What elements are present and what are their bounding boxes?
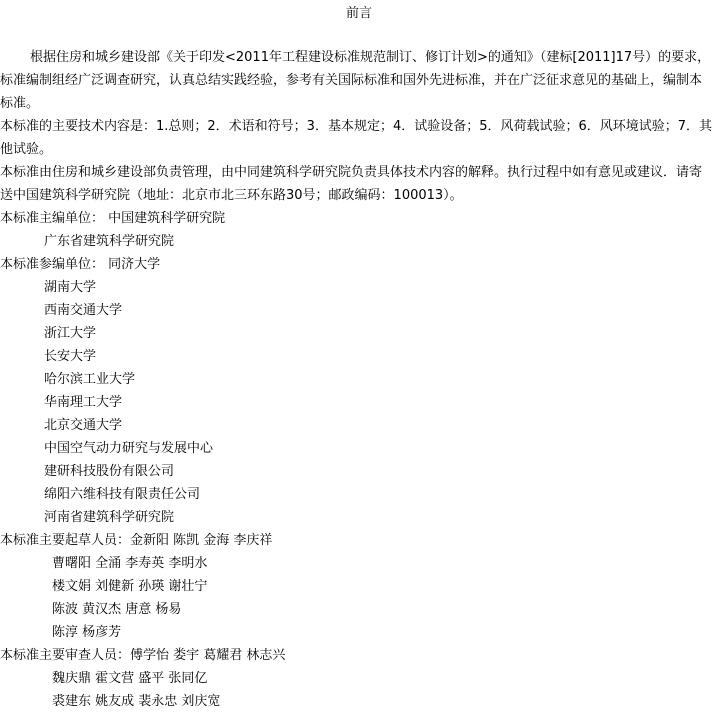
participating-unit: 华南理工大学 (44, 395, 123, 410)
participating-unit: 长安大学 (44, 349, 97, 364)
reviewers-row: 裘建东 姚友成 裴永忠 刘庆宽 (52, 694, 221, 709)
participating-units-line: 本标准参编单位： 同济大学 (0, 257, 161, 272)
intro-paragraph: 根据住房和城乡建设部《关于印发<2011年工程建设标准规范制订、修订计划>的通知》（建标[2011]17号）的要求，标准编制组经广泛调查研究，认真总结实践经验，参考有关国际标准和国外先进标准，并在广泛征求意见的基础上，编制本标准。 (0, 50, 711, 111)
reviewers-row: 魏庆鼎 霍文营 盛平 张同亿 (52, 671, 208, 686)
participating-unit: 湖南大学 (44, 280, 97, 295)
participating-unit: 西南交通大学 (44, 303, 123, 318)
participating-unit: 哈尔滨工业大学 (44, 372, 136, 387)
drafters-row: 陈波 黄汉杰 唐意 杨易 (52, 602, 182, 617)
participating-unit: 绵阳六维科技有限责任公司 (44, 487, 201, 502)
drafters-line: 本标准主要起草人员：金新阳 陈凯 金海 李庆祥 (0, 533, 273, 548)
chief-unit: 广东省建筑科学研究院 (44, 234, 175, 249)
participating-unit: 中国空气动力研究与发展中心 (44, 441, 214, 456)
reviewers-line: 本标准主要审查人员：傅学怡 娄宇 葛耀君 林志兴 (0, 648, 286, 663)
drafters-row: 曹曙阳 全涌 李寿英 李明水 (52, 556, 208, 571)
management-paragraph: 本标准由住房和城乡建设部负责管理，由中同建筑科学研究院负责具体技术内容的解释。执行过程中如有意见或建议．请寄送中国建筑科学研究院（地址：北京市北三环东路30号；邮政编码：100013）。 (0, 165, 703, 203)
participating-unit: 北京交通大学 (44, 418, 123, 433)
participating-unit: 河南省建筑科学研究院 (44, 510, 175, 525)
participating-unit: 浙江大学 (44, 326, 97, 341)
spacer (0, 24, 718, 46)
drafters-row: 陈淳 杨彦芳 (52, 625, 122, 640)
technical-contents-paragraph: 本标准的主要技术内容是：1.总则；2．术语和符号；3．基本规定；4．试验设备；5．风荷载试验；6．风环境试验；7．其他试验。 (0, 119, 713, 157)
chief-units-line: 本标准主编单位： 中国建筑科学研究院 (0, 211, 226, 226)
page-title: 前言 (345, 6, 372, 21)
drafters-row: 楼文娟 刘健新 孙瑛 谢壮宁 (52, 579, 208, 594)
participating-unit: 建研科技股份有限公司 (44, 464, 175, 479)
